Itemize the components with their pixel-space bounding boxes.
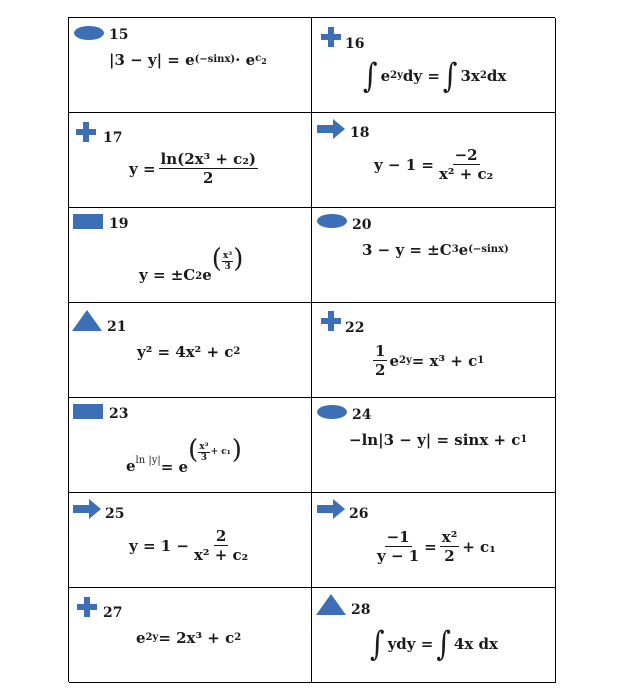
- card-number: 17: [103, 130, 123, 146]
- equation: |3 − y| = e (−sinx) · e $c_2$: [109, 51, 267, 69]
- equation: e 2y = 2x³ + c 2: [136, 629, 242, 647]
- triangle-icon: [316, 594, 346, 615]
- card-number: 16: [345, 36, 365, 52]
- equation: y = $\frac{\text{ln(2x³ + c₂)}}{2}$: [129, 150, 256, 187]
- card-19: [69, 208, 312, 303]
- card-number: 23: [109, 406, 129, 422]
- equation: 3 − y = ±C 3 e (−sinx): [362, 241, 509, 259]
- equation: −ln|3 − y| = sinx + c 1: [349, 431, 528, 449]
- integral-sign: ∫: [363, 55, 378, 96]
- equation: $\frac{1}{2}$ e 2y = x³ + c 1: [375, 342, 485, 379]
- integral-sign: ∫: [370, 623, 385, 664]
- card-number: 24: [352, 407, 372, 423]
- card-number: 27: [103, 605, 123, 621]
- card-number: 25: [105, 506, 125, 522]
- plus-icon: [77, 597, 97, 617]
- card-number: 18: [350, 125, 370, 141]
- card-24: [312, 398, 556, 493]
- equation: ∫ ydy = ∫ 4x dx: [370, 623, 498, 664]
- ellipse-icon: [316, 213, 348, 229]
- plus-icon: [321, 311, 341, 331]
- card-25: [69, 493, 312, 588]
- card-grid: [68, 17, 555, 682]
- triangle-icon: [72, 310, 102, 331]
- card-23: [69, 398, 312, 493]
- card-27: [69, 588, 312, 683]
- card-number: 22: [345, 320, 365, 336]
- equation: y = ±C 2 e ( x³ 3 ): [139, 244, 244, 284]
- card-18: [312, 113, 556, 208]
- card-number: 26: [349, 506, 369, 522]
- equation: e ln |y| = e ( x³ 3 + c₁ ): [126, 435, 242, 476]
- card-28: [312, 588, 556, 683]
- card-17: [69, 113, 312, 208]
- card-number: 20: [352, 217, 372, 233]
- equation: y = 1 − $\frac{2}{\text{x² + c₂}}$: [129, 527, 249, 564]
- card-number: 21: [107, 319, 127, 335]
- plus-icon: [76, 122, 96, 142]
- arrow-icon: [317, 119, 345, 139]
- rectangle-icon: [73, 404, 103, 419]
- ellipse-icon: [316, 404, 348, 420]
- card-21: [69, 303, 312, 398]
- integral-sign: ∫: [436, 623, 451, 664]
- card-number: 15: [109, 27, 129, 43]
- card-number: 19: [109, 216, 129, 232]
- rectangle-icon: [73, 214, 103, 229]
- arrow-icon: [317, 499, 345, 519]
- card-20: [312, 208, 556, 303]
- card-15: [69, 18, 312, 113]
- card-22: [312, 303, 556, 398]
- equation: $\frac{-1}{y - 1}$ = $\frac{\text{x²}}{2}$ + c₁: [377, 528, 496, 565]
- card-16: [312, 18, 556, 113]
- equation: y − 1 = $\frac{-2}{\text{x² + c₂}}$: [374, 146, 494, 183]
- card-26: [312, 493, 556, 588]
- equation: ∫ e 2y dy = ∫ 3x 2 dx: [363, 55, 507, 96]
- arrow-icon: [73, 499, 101, 519]
- card-number: 28: [351, 602, 371, 618]
- plus-icon: [321, 27, 341, 47]
- equation: y² = 4x² + c 2: [137, 343, 241, 361]
- integral-sign: ∫: [442, 55, 458, 96]
- ellipse-icon: [73, 25, 105, 41]
